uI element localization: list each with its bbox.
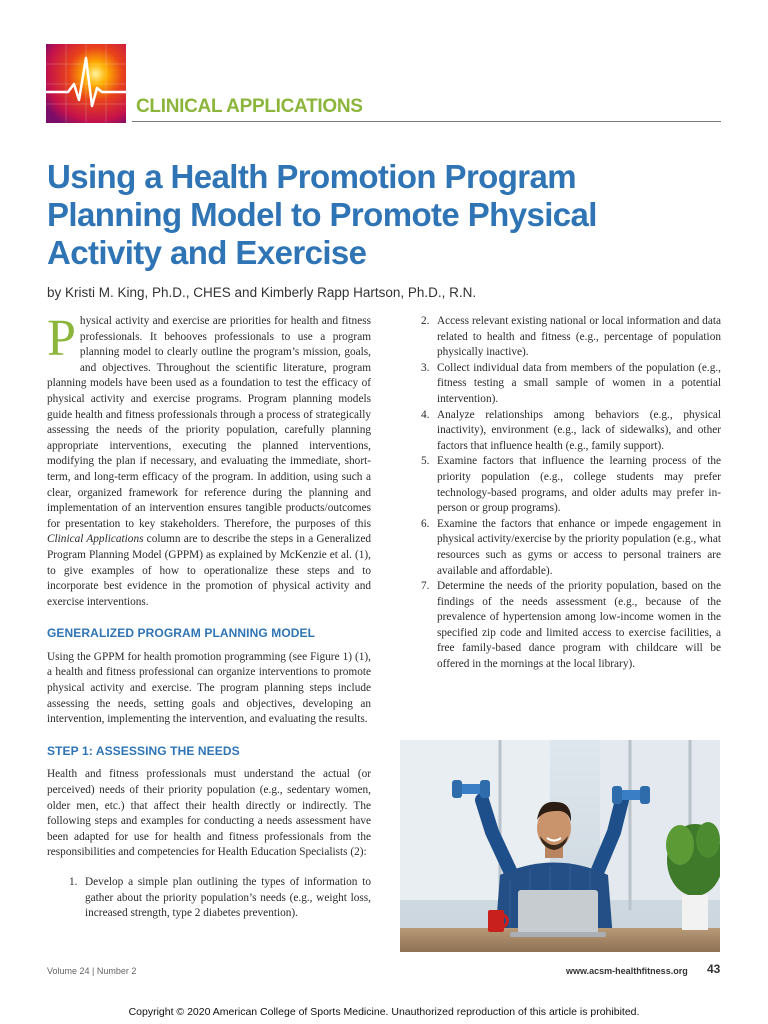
step1-paragraph: Health and fitness professionals must understand the actual (or perceived) needs of their priority population (e.g., sedentary women, older men, etc.) that affect their health directly or indirectly. The following steps and examples for conducting a needs assessment have been adapted for use for health and fitness professionals from the responsibilities and competencies for Health Education Specialists (2):	[47, 768, 371, 859]
list-item-number: 7.	[421, 580, 430, 593]
byline: by Kristi M. King, Ph.D., CHES and Kimberly Rapp Hartson, Ph.D., R.N.	[47, 285, 477, 300]
list-item-number: 6.	[421, 517, 430, 530]
drop-cap: P	[47, 310, 76, 367]
list-item-number: 1.	[69, 876, 78, 888]
footer-volume: Volume 24 | Number 2	[47, 966, 137, 976]
list-item-number: 3.	[421, 361, 430, 374]
copyright-notice: Copyright © 2020 American College of Sports Medicine. Unauthorized reproduction of this article is prohibited.	[128, 1006, 640, 1018]
list-item-text: Examine the factors that enhance or impede engagement in physical activity/exercise by the priority population (e.g., what resources such as gyms or access to personal trainers are available and affordable).	[437, 517, 721, 577]
step1-heading: STEP 1: ASSESSING THE NEEDS	[47, 743, 240, 758]
intro-italic: Clinical Applications	[47, 533, 144, 546]
page-number: 43	[707, 962, 721, 976]
intro-paragraph	[47, 310, 371, 610]
needs-steps-list-left	[47, 875, 371, 922]
list-item-text: Collect individual data from members of the population (e.g., fitness testing a small sample of women in a potential intervention).	[437, 361, 721, 405]
list-item-text: Access relevant existing national or local information and data related to health and fitness (e.g., percentage of population physically inactive).	[437, 315, 721, 359]
list-item-text: Analyze relationships among behaviors (e.g., physical inactivity), environment (e.g., lack of sidewalks), and other factors that influence health (e.g., family support).	[437, 408, 721, 452]
list-item-number: 4.	[421, 408, 430, 421]
heartbeat-logo-icon	[46, 44, 126, 123]
list-item	[421, 454, 721, 516]
exercise-photo	[400, 740, 720, 952]
gppm-heading: GENERALIZED PROGRAM PLANNING MODEL	[47, 626, 316, 641]
list-item-text: Determine the needs of the priority population, based on the findings of the needs assessment (e.g., because of the prevalence of hypertension among low-income women in the specified zip code and limited access to exercise facilities, a free family-based dance program with childcare will be offered in the mornings at the local library).	[437, 580, 721, 671]
intro-text-2: column are to describe the steps in a Generalized Program Planning Model (GPPM) as explained by McKenzie et al. (1), to give examples of how to operationalize these steps and to incorporate best evidence in the promotion of physical activity and exercise interventions.	[47, 533, 371, 608]
list-item	[421, 314, 721, 361]
left-column	[47, 310, 371, 922]
needs-steps-list-right	[421, 314, 721, 673]
list-item	[69, 875, 371, 922]
list-item-number: 5.	[421, 455, 430, 468]
header-rule	[132, 121, 721, 122]
footer-url[interactable]: www.acsm-healthfitness.org	[566, 966, 688, 976]
gppm-paragraph: Using the GPPM for health promotion programming (see Figure 1) (1), a health and fitness professional can organize interventions to promote physical activity and exercise. The program planning steps include assessing the needs, setting goals and objectives, developing an intervention, implementing the intervention, and evaluating the results.	[47, 650, 371, 726]
list-item	[421, 361, 721, 408]
list-item-text: Examine factors that influence the learning process of the priority population (e.g., college students may prefer technology-based programs, and older adults may prefer in-person or group programs).	[437, 455, 721, 515]
right-column	[421, 314, 721, 673]
list-item-text: Develop a simple plan outlining the types of information to gather about the priority population’s needs (e.g., weight loss, increased strength, type 2 diabetes prevention).	[85, 876, 371, 920]
list-item-number: 2.	[421, 315, 430, 327]
article-title: Using a Health Promotion Program Planning Model to Promote Physical Activity and Exercise	[47, 158, 597, 271]
list-item	[421, 517, 721, 579]
section-label: CLINICAL APPLICATIONS	[136, 96, 363, 117]
list-item	[421, 408, 721, 455]
intro-text-1: hysical activity and exercise are priorities for health and fitness professionals. It behooves professionals to use a program planning model to clearly outline the program’s mission, goals, and objectives. Throughout the scientific literature, program planning models have been used as a foundation to test the efficacy of physical activity and exercise programs. Program planning models guide health and fitness professionals through a process of strategically assessing the needs of the priority population, carefully planning appropriate interventions, executing the planned interventions, modifying the plan if necessary, and evaluating the immediate, short-term, and long-term efficacy of the program. In addition, using such a clear, organized framework for reference during the planning and implementation of an intervention ensures tangible products/outcomes for presentation to key stakeholders. Therefore, the purposes of this	[47, 315, 371, 530]
list-item	[421, 579, 721, 673]
